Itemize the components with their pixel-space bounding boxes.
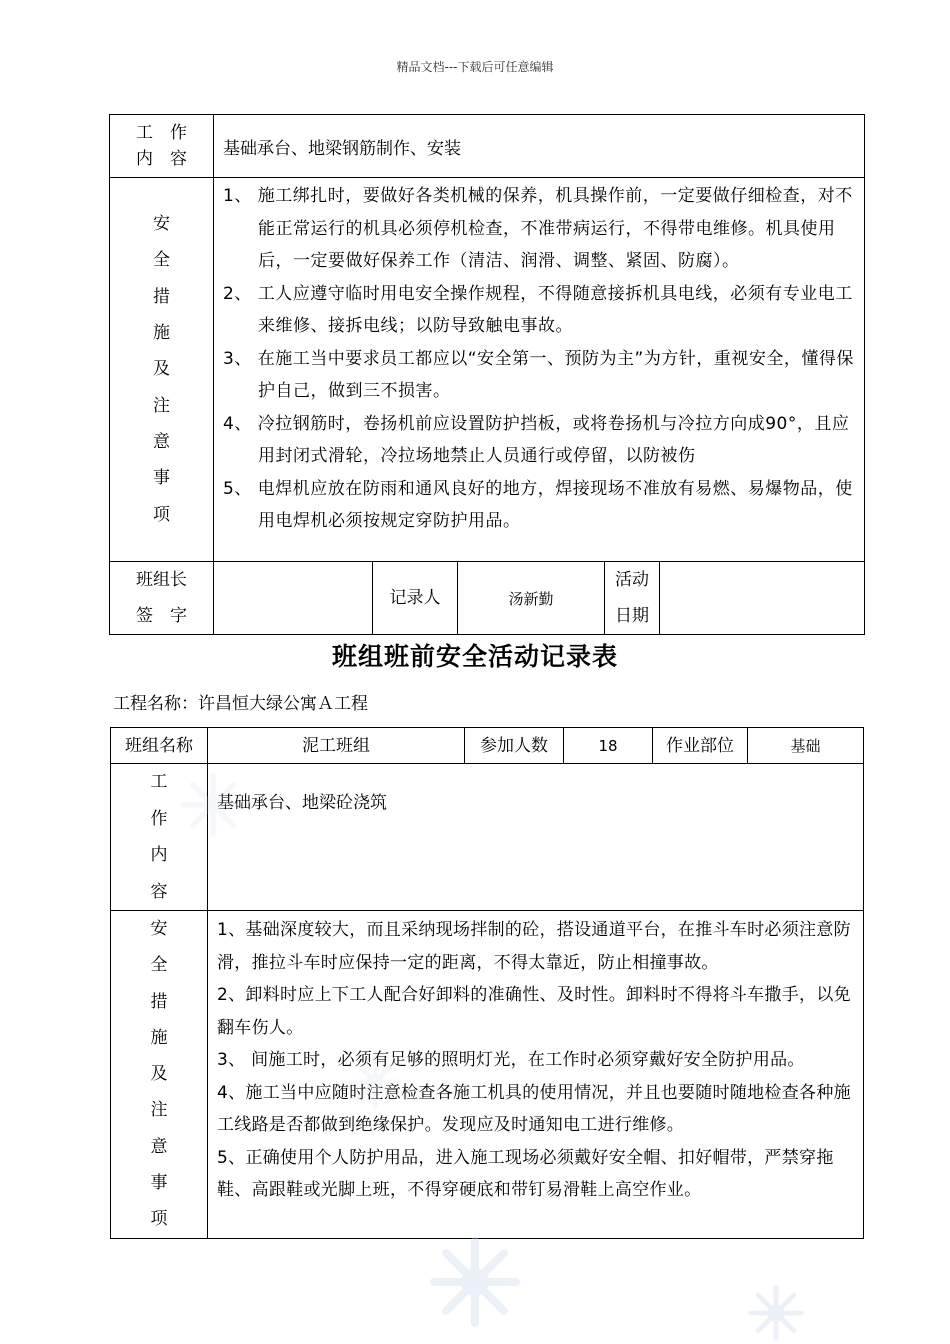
- work-label-char: 容: [150, 881, 168, 902]
- work-content-2: 基础承台、地梁砼浇筑: [208, 764, 864, 911]
- safety-label-char: 安: [153, 214, 170, 235]
- safety-item: 3、 间施工时，必须有足够的照明灯光，在工作时必须穿戴好安全防护用品。: [217, 1050, 805, 1070]
- date-value-cell: [660, 562, 865, 635]
- watermark-snowflake-icon: [178, 770, 248, 840]
- leader-label-line-2: 签 字: [136, 606, 187, 626]
- watermark-snowflake-icon: [345, 1052, 405, 1112]
- safety-item: 2、 工人应遵守临时用电安全操作规程，不得随意接拆机具电线，必须有专业电工来维修、接拆电线；以防导致触电事故。: [223, 283, 853, 336]
- team-name-label: 班组名称: [111, 728, 208, 764]
- work-content: 基础承台、地梁钢筋制作、安装: [214, 115, 865, 178]
- work-label-char: 作: [150, 808, 168, 829]
- safety-label-char: 及: [153, 359, 170, 380]
- watermark-snowflake-icon: [745, 1282, 807, 1344]
- work-label-char: 内: [150, 845, 168, 865]
- recorder-label: 记录人: [373, 562, 458, 635]
- safety-label-char: 施: [150, 1027, 168, 1048]
- safety-label-char: 事: [153, 468, 170, 489]
- safety-measures-2: [208, 911, 864, 1239]
- leader-label-cell: [110, 562, 214, 635]
- safety-label-char: 项: [150, 1209, 168, 1230]
- safety-item: 3、 在施工当中要求员工都应以“安全第一、预防为主”为方针，重视安全，懂得保护自己，做到三不损害。: [223, 348, 854, 401]
- safety-label-char: 意: [153, 431, 170, 452]
- header-note: 精品文档---下载后可任意编辑: [396, 60, 554, 74]
- safety-label-char: 及: [150, 1064, 168, 1085]
- safety-label-char: 意: [150, 1136, 168, 1157]
- safety-label-char: 施: [153, 323, 170, 344]
- team-name-value: 泥工班组: [208, 728, 465, 764]
- safety-label-char: 措: [153, 286, 170, 307]
- date-label-cell: [605, 562, 660, 635]
- safety-item: 2、卸料时应上下工人配合好卸料的准确性、及时性。卸料时不得将斗车撒手，以免翻车伤人。: [217, 985, 851, 1038]
- safety-label-cell: [110, 178, 214, 562]
- watermark-snowflake-icon: [425, 1232, 525, 1332]
- safety-label-char: 安: [150, 919, 168, 939]
- safety-item: 5、 电焊机应放在防雨和通风良好的地方，焊接现场不准放有易燃、易爆物品，使用电焊机必须按规定穿防护用品。: [223, 478, 853, 531]
- activity-table-1: [109, 114, 865, 635]
- safety-label-char: 注: [150, 1100, 168, 1121]
- work-label-line-2: 内 容: [136, 149, 187, 169]
- project-name: 工程名称：许昌恒大绿公寓Ａ工程: [113, 694, 368, 714]
- safety-label-char: 措: [150, 991, 168, 1012]
- participant-count-label: 参加人数: [465, 728, 564, 764]
- work-label-char: 工: [150, 772, 168, 792]
- work-area-label: 作业部位: [653, 728, 748, 764]
- safety-label-char: 项: [153, 504, 170, 525]
- work-label-line-1: 工 作: [136, 123, 187, 143]
- work-area-value: 基础: [748, 728, 864, 764]
- date-label-line-1: 活动: [615, 570, 649, 590]
- date-label-line-2: 日期: [615, 606, 649, 626]
- safety-label-char: 全: [153, 250, 170, 271]
- recorder-name: 汤新勤: [458, 562, 605, 635]
- safety-label-cell-2: [111, 911, 208, 1239]
- safety-item: 5、正确使用个人防护用品，进入施工现场必须戴好安全帽、扣好帽带，严禁穿拖鞋、高跟鞋或光脚上班，不得穿硬底和带钉易滑鞋上高空作业。: [217, 1147, 834, 1200]
- work-label-cell: [110, 115, 214, 178]
- safety-item: 4、施工当中应随时注意检查各施工机具的使用情况，并且也要随时随地检查各种施工线路是否都做到绝缘保护。发现应及时通知电工进行维修。: [217, 1082, 851, 1135]
- safety-label-char: 注: [153, 395, 170, 416]
- safety-item: 4、 冷拉钢筋时，卷扬机前应设置防护挡板，或将卷扬机与冷拉方向成90°，且应用封闭式滑轮，冷拉场地禁止人员通行或停留，以防被伤: [223, 413, 850, 466]
- leader-label-line-1: 班组长: [136, 570, 187, 590]
- safety-label-char: 全: [150, 955, 168, 976]
- leader-signature-cell: [214, 562, 373, 635]
- safety-item: 1、基础深度较大，而且采纳现场拌制的砼，搭设通道平台，在推斗车时必须注意防滑，推拉斗车时应保持一定的距离，不得太靠近，防止相撞事故。: [217, 920, 851, 973]
- safety-label-char: 事: [150, 1173, 168, 1194]
- participant-count-value: 18: [564, 728, 653, 764]
- safety-item: 1、 施工绑扎时，要做好各类机械的保养，机具操作前，一定要做仔细检查，对不能正常运行的机具必须停机检查，不准带病运行，不得带电维修。机具使用后，一定要做好保养工作（清洁、润滑、调整、紧固、防腐）。: [223, 186, 853, 271]
- form-title: 班组班前安全活动记录表: [331, 642, 618, 671]
- safety-measures: [214, 178, 865, 562]
